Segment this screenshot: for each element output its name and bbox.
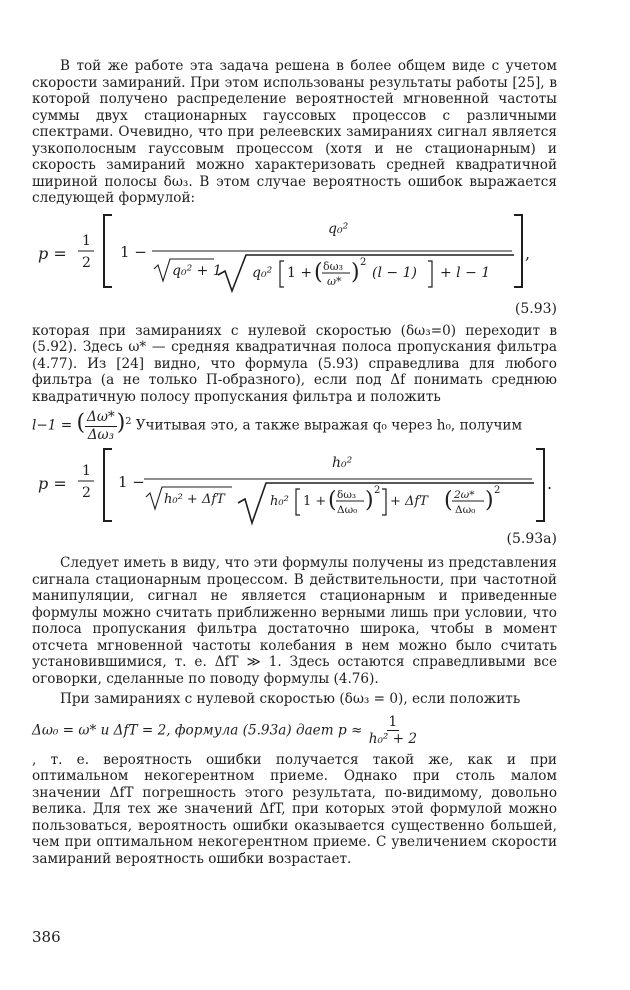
inline-paren-open: ( <box>76 410 86 436</box>
approx-formula-line <box>32 714 557 748</box>
inline-frac-den: Δω₃ <box>87 426 115 443</box>
formula-5-93-svg <box>32 207 557 299</box>
formula-5-93 <box>32 207 557 299</box>
inline-tail-text: Учитывая это, а также выражая q₀ через h₀, получим <box>135 417 523 434</box>
paragraph-intro: В той же работе эта задача решена в более общем виде с учетом скорости замираний. При этом использованы результаты работы [25], в которой получено распределение вероятностей мгновенной частоты суммы двух стационарных гауссовых процессов с различными спектрами. Очевидно, что при релеевских замираниях сигнал является узкополосным гауссовым процессом (хотя и не стационарным) и скорость замираний можно характеризовать средней квадратичной шириной полосы δω₃. В этом случае вероятность ошибок выражается следующей формулой: <box>32 58 557 206</box>
eq2-frac2-num: 2ω* <box>454 489 475 501</box>
eq2-left-bracket <box>104 449 112 521</box>
eq2-paren2-right: ) <box>485 488 494 513</box>
eq2-sqrt1: h₀² + ΔfT <box>164 492 225 507</box>
eq2-sq-bracket-left <box>296 489 300 515</box>
eq1-sq-bracket-right <box>428 261 432 287</box>
eq2-lhs: p = <box>38 474 67 493</box>
approx-num: 1 <box>388 713 398 730</box>
eq1-comma: , <box>525 243 531 263</box>
eq1-square: 2 <box>360 256 367 268</box>
approx-lead: Δω₀ = ω* и ΔfT = 2, формула (5.93а) дает <box>32 722 334 738</box>
inline-l-formula-line <box>32 409 557 443</box>
eq2-period: . <box>547 474 553 493</box>
eq2-one-plus: 1 + <box>303 494 327 509</box>
approx-frac <box>367 714 419 748</box>
eq1-bracket-tail: (l − 1) <box>372 264 417 281</box>
approx-lhs: p ≈ <box>337 722 363 738</box>
eq2-frac1-num: δω₃ <box>337 489 357 501</box>
paragraph-after-5-93: которая при замираниях с нулевой скоростью (δω₃=0) переходит в (5.92). Здесь ω* — средняя квадратичная полоса пропускания фильтра (4.77). Из [24] видно, что формула (5.93) справедлива для любого фильтра (а не только П-образного), если под Δf понимать среднюю квадратичную полосу пропускания фильтра и положить <box>32 322 557 405</box>
inline-paren-close: ) <box>116 410 126 436</box>
eq1-paren-left: ( <box>314 259 323 285</box>
eq1-paren-right: ) <box>351 259 360 285</box>
eq2-number: (5.93а) <box>506 531 557 547</box>
eq2-paren1-right: ) <box>365 488 374 513</box>
formula-5-93a <box>32 445 557 529</box>
eq1-one-minus: 1 − <box>120 242 147 261</box>
paragraph-zero-speed-end: , т. е. вероятность ошибки получается такой же, как и при оптимальном некогерентном приеме. Однако при столь малом значении ΔfT погрешность этого результата, по-видимому, довольно велика. Для тех же значений ΔfT, при которых этой формулой можно пользоваться, вероятность ошибки оказывается существенно большей, чем при оптимальном некогерентном приеме. С увеличением скорости замираний вероятность ошибки возрастает. <box>32 751 557 867</box>
eq1-inner-coef: q₀² <box>252 264 273 281</box>
eq1-plus-tail: + l − 1 <box>440 264 491 281</box>
eq2-plus-mid: + ΔfT <box>390 494 428 509</box>
eq1-half-den: 2 <box>82 254 91 271</box>
eq2-frac2-den: Δω₀ <box>455 504 476 516</box>
eq2-one-minus: 1 − <box>118 473 145 491</box>
eq2-half-num: 1 <box>82 463 91 479</box>
eq2-paren2-left: ( <box>444 488 453 513</box>
inline-frac-num: Δω* <box>87 409 115 425</box>
inline-square: 2 <box>125 415 132 427</box>
eq1-right-bracket <box>514 215 522 287</box>
eq2-inner-coef: h₀² <box>270 494 289 509</box>
eq1-frac-num: δω₃ <box>323 259 344 273</box>
eq2-square2: 2 <box>494 485 501 496</box>
eq2-numerator: h₀² <box>332 455 353 471</box>
paragraph-zero-speed-start: При замираниях с нулевой скоростью (δω₃ = 0), если положить <box>60 691 521 707</box>
eq2-right-bracket <box>536 449 544 521</box>
page-number: 386 <box>32 928 61 946</box>
inline-l-lhs: l−1 = <box>32 417 73 434</box>
approx-den: h₀² + 2 <box>368 731 418 747</box>
eq1-number: (5.93) <box>514 300 557 317</box>
eq1-numerator: q₀² <box>328 220 349 237</box>
eq1-left-bracket <box>104 215 112 287</box>
eq2-square1: 2 <box>374 485 381 496</box>
eq1-lhs: p = <box>38 243 67 263</box>
paragraph-stationarity: Следует иметь в виду, что эти формулы получены из представления сигнала стационарным процессом. В действительности, при частотной манипуляции, сигнал не является стационарным и приведенные формулы можно считать приближенно верными лишь при условии, что полоса пропускания фильтра достаточно широка, чтобы в момент отсчета мгновенной частоты колебания в нем можно было считать установившимися, т. е. ΔfT ≫ 1. Здесь остаются справедливыми все оговорки, сделанные по поводу формулы (4.76). <box>32 555 557 687</box>
eq2-frac1-den: Δω₀ <box>337 504 358 516</box>
eq1-sqrt1: q₀² + 1 <box>172 262 222 279</box>
eq1-one-plus: 1 + <box>287 264 313 281</box>
eq2-sq-bracket-right <box>382 489 386 515</box>
eq2-paren1-left: ( <box>328 488 337 513</box>
eq1-frac-den: ω* <box>327 274 342 288</box>
page-body <box>32 58 557 867</box>
formula-5-93a-svg <box>32 445 557 529</box>
inline-frac <box>85 409 117 443</box>
eq1-sq-bracket-left <box>280 261 284 287</box>
eq1-half-num: 1 <box>82 232 91 249</box>
eq2-half-den: 2 <box>82 485 91 501</box>
